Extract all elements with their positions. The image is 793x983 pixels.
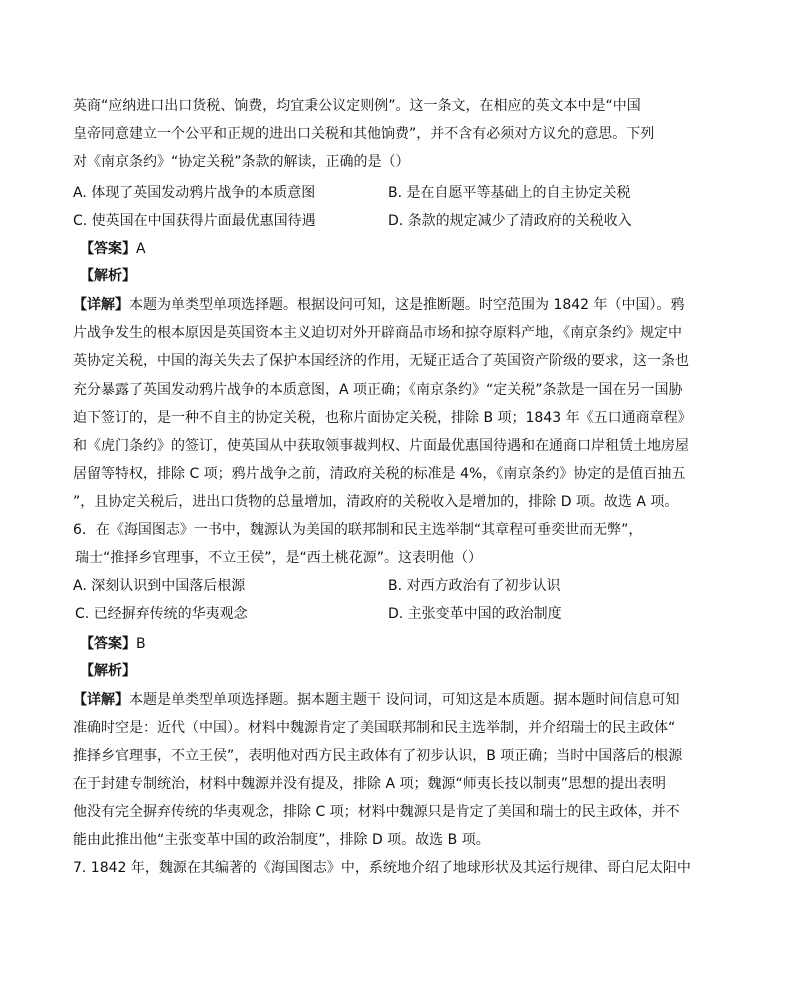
q5-option-c: C. 使英国在中国获得片面最优惠国待遇 <box>73 213 316 229</box>
q6-detail-line-2: 准确时空是：近代（中国）。材料中魏源肯定了美国联邦制和民主选举制，并介绍瑞士的民主政体“ <box>73 720 676 736</box>
q5-stem-line-2: 皇帝同意建立一个公平和正规的进出口关税和其他饷费”，并不含有必须对方议允的意思。下列 <box>73 126 655 142</box>
q5-detail-line-5: 迫下签订的，是一种不自主的协定关税，也称片面协定关税，排除 B 项；1843 年《五口通商章程》 <box>73 410 692 426</box>
q6-option-b: B. 对西方政治有了初步认识 <box>388 578 561 594</box>
q5-detail-line-1 <box>73 295 685 315</box>
q6-stem-line-2: 瑞士“推择乡官理事，不立王侯”，是“西土桃花源”。这表明他（） <box>75 550 483 566</box>
q6-detail-line-4: 在于封建专制统治，材料中魏源并没有提及，排除 A 项；魏源“师夷长技以制夷”思想的提出表明 <box>73 776 666 792</box>
q6-detail-text-1: 本题是单类型单项选择题。据本题主题干 设问词，可知这是本质题。据本题时间信息可知 <box>129 692 680 708</box>
q5-analysis-label: 【解析】 <box>80 268 136 284</box>
q5-detail-line-4: 充分暴露了英国发动鸦片战争的本质意图，A 项正确；《南京条约》“定关税”条款是一国在另一国胁 <box>73 382 683 398</box>
q5-detail-label: 【详解】 <box>73 297 129 313</box>
q6-detail-line-3: 推择乡官理事，不立王侯”，表明他对西方民主政体有了初步认识，B 项正确；当时中国落后的根源 <box>73 748 683 764</box>
q6-analysis-label: 【解析】 <box>80 663 136 679</box>
q6-stem-line-1: 6．在《海国图志》一书中，魏源认为美国的联邦制和民主选举制“其章程可垂奕世而无弊”， <box>73 522 643 538</box>
q5-option-d: D. 条款的规定减少了清政府的关税收入 <box>388 213 632 229</box>
q5-detail-line-8: ”，且协定关税后，进出口货物的总量增加，清政府的关税收入是增加的，排除 D 项。故选 A 项。 <box>73 494 679 510</box>
q5-detail-line-3: 英协定关税，中国的海关失去了保护本国经济的作用，无疑正适合了英国资产阶级的要求，这一条也 <box>73 353 689 369</box>
q5-option-a: A. 体现了英国发动鸦片战争的本质意图 <box>73 185 316 201</box>
q6-detail-line-5: 他没有完全摒弃传统的华夷观念，排除 C 项；材料中魏源只是肯定了美国和瑞士的民主政体，并不 <box>73 804 680 820</box>
q5-stem-line-1: 英商“应纳进口出口货税、饷费，均宜秉公议定则例”。这一条文，在相应的英文本中是“中国 <box>73 98 641 114</box>
q5-option-b: B. 是在自愿平等基础上的自主协定关税 <box>388 185 631 201</box>
q6-detail-label: 【详解】 <box>73 692 129 708</box>
q6-detail-line-6: 能由此推出他“主张变革中国的政治制度”，排除 D 项。故选 B 项。 <box>73 832 490 848</box>
q6-answer <box>80 634 146 654</box>
q5-answer <box>80 239 146 259</box>
q6-option-c: C. 已经摒弃传统的华夷观念 <box>75 606 248 622</box>
q5-detail-line-7: 居留等特权，排除 C 项；鸦片战争之前，清政府关税的标准是 4%，《南京条约》协定的是值百抽五 <box>73 466 686 482</box>
q6-option-d: D. 主张变革中国的政治制度 <box>388 606 562 622</box>
q6-detail-line-1 <box>73 690 679 710</box>
q5-detail-line-2: 片战争发生的根本原因是英国资本主义迫切对外开辟商品市场和掠夺原料产地，《南京条约》规定中 <box>73 325 682 341</box>
q7-stem-line-1: 7. 1842 年，魏源在其编著的《海国图志》中，系统地介绍了地球形状及其运行规律、哥白尼太阳中 <box>73 860 691 876</box>
q5-stem-line-3: 对《南京条约》“协定关税”条款的解读，正确的是（） <box>73 154 410 170</box>
q5-detail-text-1: 本题为单类型单项选择题。根据设问可知，这是推断题。时空范围为 1842 年（中国）。鸦 <box>129 297 685 313</box>
q6-option-a: A. 深刻认识到中国落后根源 <box>73 578 246 594</box>
q5-answer-value: A <box>136 241 146 257</box>
q5-detail-line-6: 和《虎门条约》的签订，使英国从中获取领事裁判权、片面最优惠国待遇和在通商口岸租赁土地房屋 <box>73 438 689 454</box>
q5-answer-label: 【答案】 <box>80 241 136 257</box>
q6-answer-value: B <box>136 636 146 652</box>
q6-answer-label: 【答案】 <box>80 636 136 652</box>
